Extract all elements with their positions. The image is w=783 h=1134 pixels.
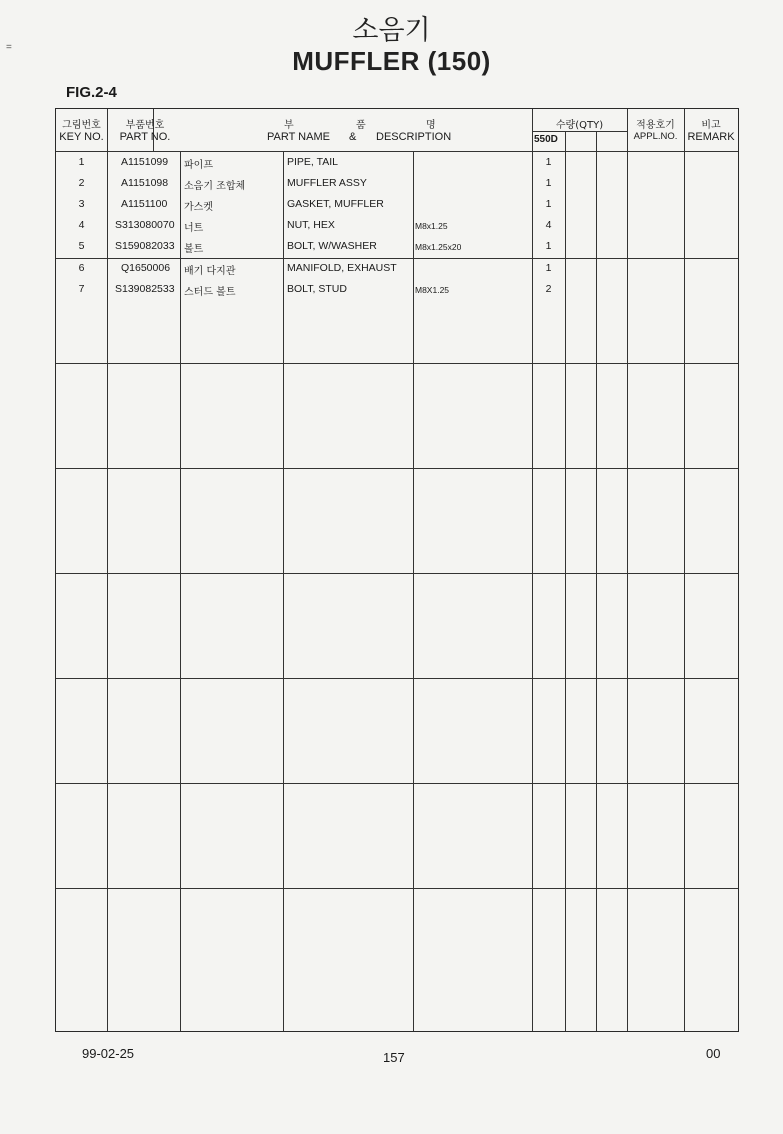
header-bottom-line <box>56 151 738 152</box>
col-divider <box>413 151 414 1031</box>
row-divider <box>56 258 738 259</box>
figure-label: FIG.2-4 <box>66 84 117 101</box>
page-number: 157 <box>383 1050 405 1065</box>
row-7-part-no: S139082533 <box>115 283 175 295</box>
row-3-part-no: A1151100 <box>121 198 168 210</box>
row-divider <box>56 678 738 679</box>
row-2-qty: 1 <box>545 177 552 189</box>
row-7-name-en: BOLT, STUD <box>287 283 347 295</box>
row-2-name-en: MUFFLER ASSY <box>287 177 367 189</box>
row-3-key: 3 <box>78 198 85 210</box>
row-1-name-ko: 파이프 <box>184 160 213 171</box>
col-divider <box>596 131 597 1031</box>
row-3-name-ko: 가스켓 <box>184 202 213 213</box>
row-4-spec: M8x1.25 <box>415 221 448 231</box>
row-5-qty: 1 <box>545 240 552 252</box>
header-part-ko: 부품번호 <box>125 120 165 131</box>
header-description: DESCRIPTION <box>376 131 452 143</box>
row-1-name-en: PIPE, TAIL <box>287 156 338 168</box>
header-appl-ko: 적용호기 <box>636 120 675 131</box>
row-1-part-no: A1151099 <box>121 156 169 168</box>
parts-table <box>55 108 739 1032</box>
col-divider <box>107 109 108 1031</box>
row-3-name-en: GASKET, MUFFLER <box>287 198 384 210</box>
row-5-name-en: BOLT, W/WASHER <box>287 240 377 252</box>
col-divider <box>283 151 284 1031</box>
row-divider <box>56 363 738 364</box>
row-6-part-no: Q1650006 <box>121 262 171 274</box>
row-3-qty: 1 <box>545 198 552 210</box>
row-5-spec: M8x1.25x20 <box>415 242 462 252</box>
header-remark: REMARK <box>687 131 735 143</box>
footer-revision: 00 <box>706 1046 721 1061</box>
page-title: MUFFLER (150) <box>292 46 491 76</box>
margin-mark: = <box>6 42 12 53</box>
header-ampersand: & <box>349 131 357 143</box>
row-2-key: 2 <box>78 177 85 189</box>
row-divider <box>56 888 738 889</box>
header-model-550d: 550D <box>534 134 558 145</box>
row-6-key: 6 <box>78 262 85 274</box>
header-part-name: PART NAME <box>267 131 330 143</box>
row-4-name-ko: 너트 <box>184 223 204 234</box>
header-name-ko-1: 부 <box>284 120 294 131</box>
row-divider <box>56 783 738 784</box>
header-name-ko-2: 품 <box>356 120 366 131</box>
row-4-qty: 4 <box>545 219 552 231</box>
row-5-name-ko: 볼트 <box>184 244 204 255</box>
header-qty: 수량(QTY) <box>555 120 604 131</box>
row-4-key: 4 <box>78 219 85 231</box>
header-key-no: KEY NO. <box>59 131 104 143</box>
row-4-part-no: S313080070 <box>115 219 175 231</box>
row-1-key: 1 <box>78 156 85 168</box>
row-7-spec: M8X1.25 <box>415 285 450 295</box>
col-divider <box>565 131 566 1031</box>
row-7-qty: 2 <box>545 283 552 295</box>
row-divider <box>532 131 627 132</box>
row-6-name-ko: 배기 다지관 <box>184 266 236 277</box>
row-2-name-ko: 소음기 조합체 <box>184 181 246 192</box>
page-title-korean: 소음기 <box>352 15 431 46</box>
row-6-qty: 1 <box>545 262 552 274</box>
row-divider <box>56 468 738 469</box>
row-5-part-no: S159082033 <box>115 240 175 252</box>
row-2-part-no: A1151098 <box>121 177 169 189</box>
col-divider <box>627 109 628 1031</box>
row-5-key: 5 <box>78 240 85 252</box>
header-appl-no: APPL.NO. <box>633 131 678 142</box>
row-7-name-ko: 스터드 볼트 <box>184 287 236 298</box>
header-key-ko: 그림번호 <box>62 120 101 131</box>
row-1-qty: 1 <box>545 156 552 168</box>
header-remark-ko: 비고 <box>701 120 721 131</box>
header-part-no: PART NO. <box>119 131 171 143</box>
header-name-ko-3: 명 <box>426 120 436 131</box>
row-6-name-en: MANIFOLD, EXHAUST <box>287 262 397 274</box>
row-7-key: 7 <box>78 283 85 295</box>
col-divider <box>684 109 685 1031</box>
row-divider <box>56 573 738 574</box>
row-4-name-en: NUT, HEX <box>287 219 335 231</box>
col-divider <box>180 151 181 1031</box>
footer-date: 99-02-25 <box>82 1046 135 1061</box>
